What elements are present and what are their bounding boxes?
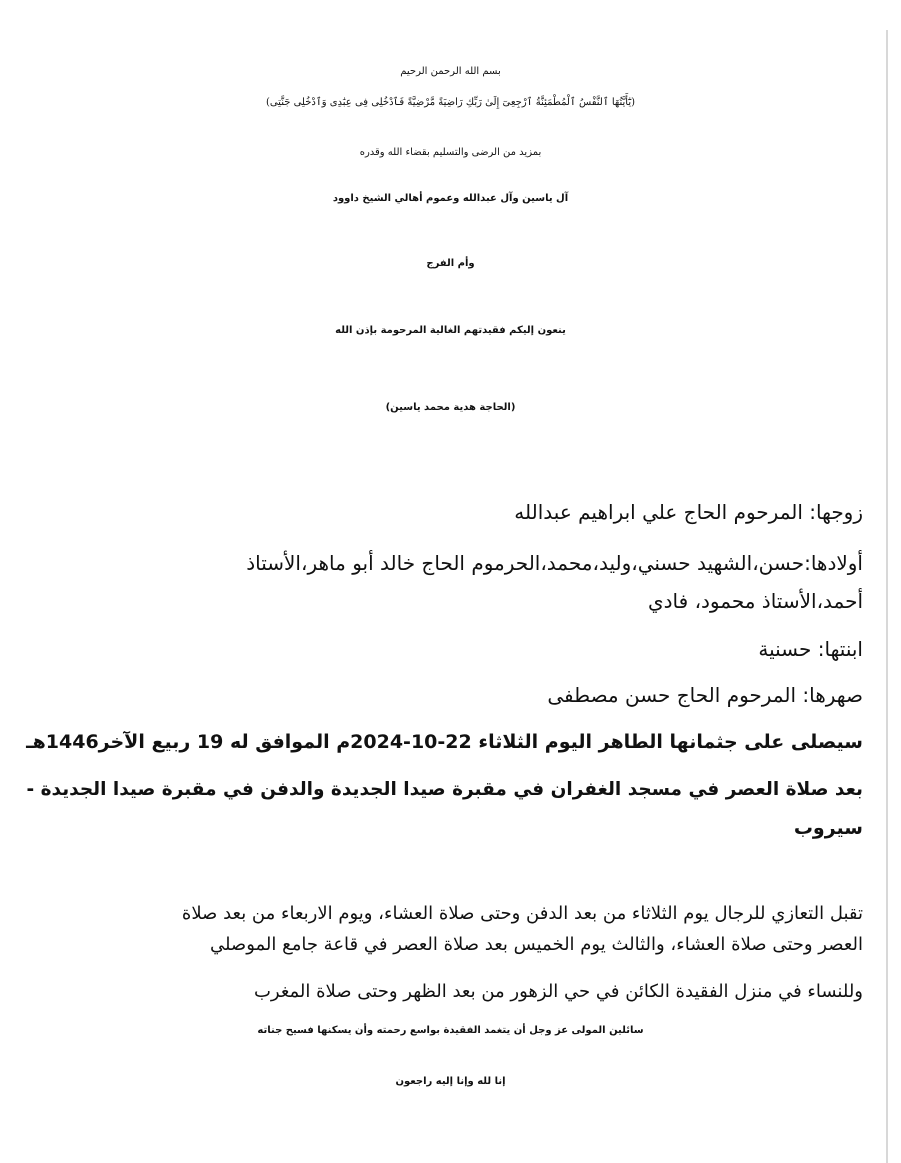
condolences-line-3: وللنساء في منزل الفقيدة الكائن في حي الزهور من بعد الظهر وحتى صلاة المغرب xyxy=(253,981,863,1002)
funeral-prayer-line: سيصلى على جثمانها الطاهر اليوم الثلاثاء 22-10-2024م الموافق له 19 ربيع الآخر1446هـ xyxy=(26,731,863,753)
quran-verse: (يَٰٓأَيَّتُهَا ٱلنَّفْسُ ٱلْمُطْمَئِنَّةُ ٱرْجِعِىٓ إِلَىٰ رَبِّكِ رَاضِيَةً مَّرْضِيَّةً فَٱدْخُلِى فِى عِبَٰدِى وَٱدْخُلِى جَنَّتِى) xyxy=(265,97,636,108)
children-line-1: أولادها:حسن،الشهيد حسني،وليد،محمد،الحرموم الحاج خالد أبو ماهر،الأستاذ xyxy=(246,551,863,575)
condolences-line-1: تقبل التعازي للرجال يوم الثلاثاء من بعد الدفن وحتى صلاة العشاء، ويوم الاربعاء من بعد صلاة xyxy=(181,903,863,924)
supplication-line: سائلين المولى عز وجل أن يتغمد الفقيدة بواسع رحمته وأن يسكنها فسيح جناته xyxy=(257,1025,644,1036)
condolences-line-2: العصر وحتى صلاة العشاء، والثالث يوم الخميس بعد صلاة العصر في قاعة جامع الموصلي xyxy=(209,934,863,955)
burial-line-2: سيروب xyxy=(793,817,863,839)
basmala: بسم الله الرحمن الرحيم xyxy=(400,66,501,77)
deceased-name: (الحاجة هدية محمد ياسين) xyxy=(385,402,516,413)
daughter-line: ابنتها: حسنية xyxy=(758,637,863,661)
burial-line-1: بعد صلاة العصر في مسجد الغفران في مقبرة صيدا الجديدة والدفن في مقبرة صيدا الجديدة - xyxy=(26,779,863,800)
spouse-line: زوجها: المرحوم الحاج علي ابراهيم عبدالله xyxy=(514,500,863,524)
closing-verse: إنا لله وإنا إليه راجعون xyxy=(395,1076,506,1087)
son-in-law-line: صهرها: المرحوم الحاج حسن مصطفى xyxy=(547,683,863,707)
submission-line: بمزيد من الرضى والتسليم بقضاء الله وقدره xyxy=(359,147,542,158)
announcement-line: ينعون إليكم فقيدتهم الغالية المرحومة بإذن الله xyxy=(335,325,566,336)
families-heading-line-1: آل ياسين وآل عبدالله وعموم أهالي الشيخ داوود xyxy=(332,193,569,204)
children-line-2: أحمد،الأستاذ محمود، فادي xyxy=(648,589,863,613)
families-heading-line-2: وأم الفرج xyxy=(426,258,475,269)
